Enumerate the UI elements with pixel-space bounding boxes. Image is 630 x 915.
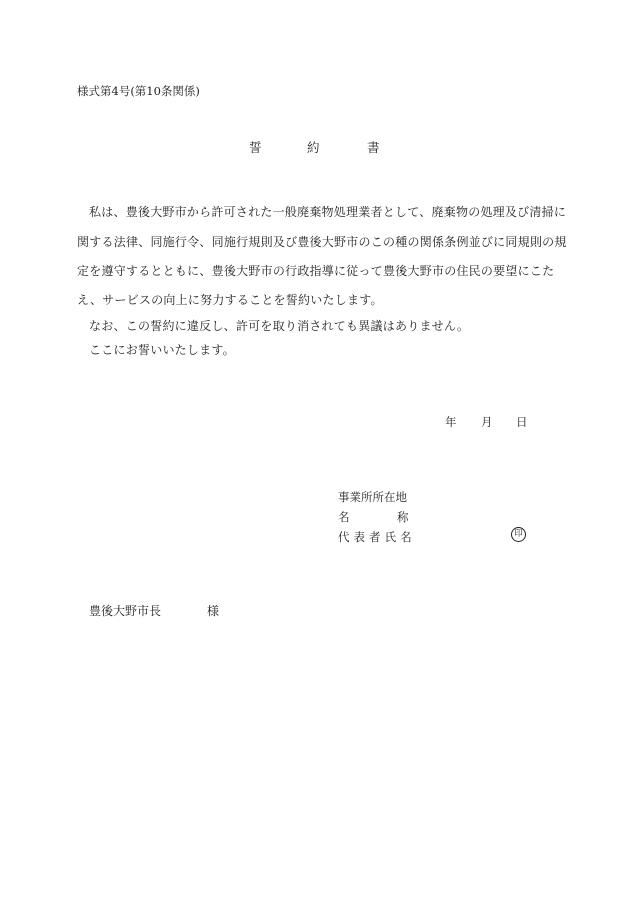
document-title-char-1: 誓 — [249, 140, 262, 155]
business-name-label-part-2: 称 — [397, 510, 409, 524]
date-year-label: 年 — [445, 415, 457, 429]
addressee-honorific: 様 — [207, 604, 220, 618]
body-line-6: ここにお誓いいたします。 — [89, 343, 235, 357]
date-month-label: 月 — [481, 415, 493, 429]
body-line-5: なお、この誓約に違反し、許可を取り消されても異議はありません。 — [89, 319, 470, 333]
body-line-2: 関する法律、同施行令、同施行規則及び豊後大野市のこの種の関係条例並びに同規則の規 — [77, 235, 567, 249]
representative-name-label: 代表者氏名 — [338, 530, 416, 544]
office-address-label: 事業所所在地 — [338, 490, 407, 504]
body-line-1: 私は、豊後大野市から許可された一般廃棄物処理業者として、廃棄物の処理及び清掃に — [89, 205, 567, 219]
business-name-label-part-1: 名 — [338, 510, 350, 524]
seal-mark-icon: 印 — [511, 527, 526, 542]
document-title-char-2: 約 — [307, 140, 320, 155]
body-line-3: 定を遵守するとともに、豊後大野市の行政指導に従って豊後大野市の住民の要望にこた — [77, 264, 555, 278]
addressee-name: 豊後大野市長 — [89, 604, 162, 618]
date-day-label: 日 — [516, 415, 528, 429]
form-number: 様式第4号(第10条関係) — [77, 84, 200, 98]
document-title-char-3: 書 — [367, 140, 380, 155]
body-line-4: え、サービスの向上に努力することを誓約いたします。 — [77, 293, 383, 307]
